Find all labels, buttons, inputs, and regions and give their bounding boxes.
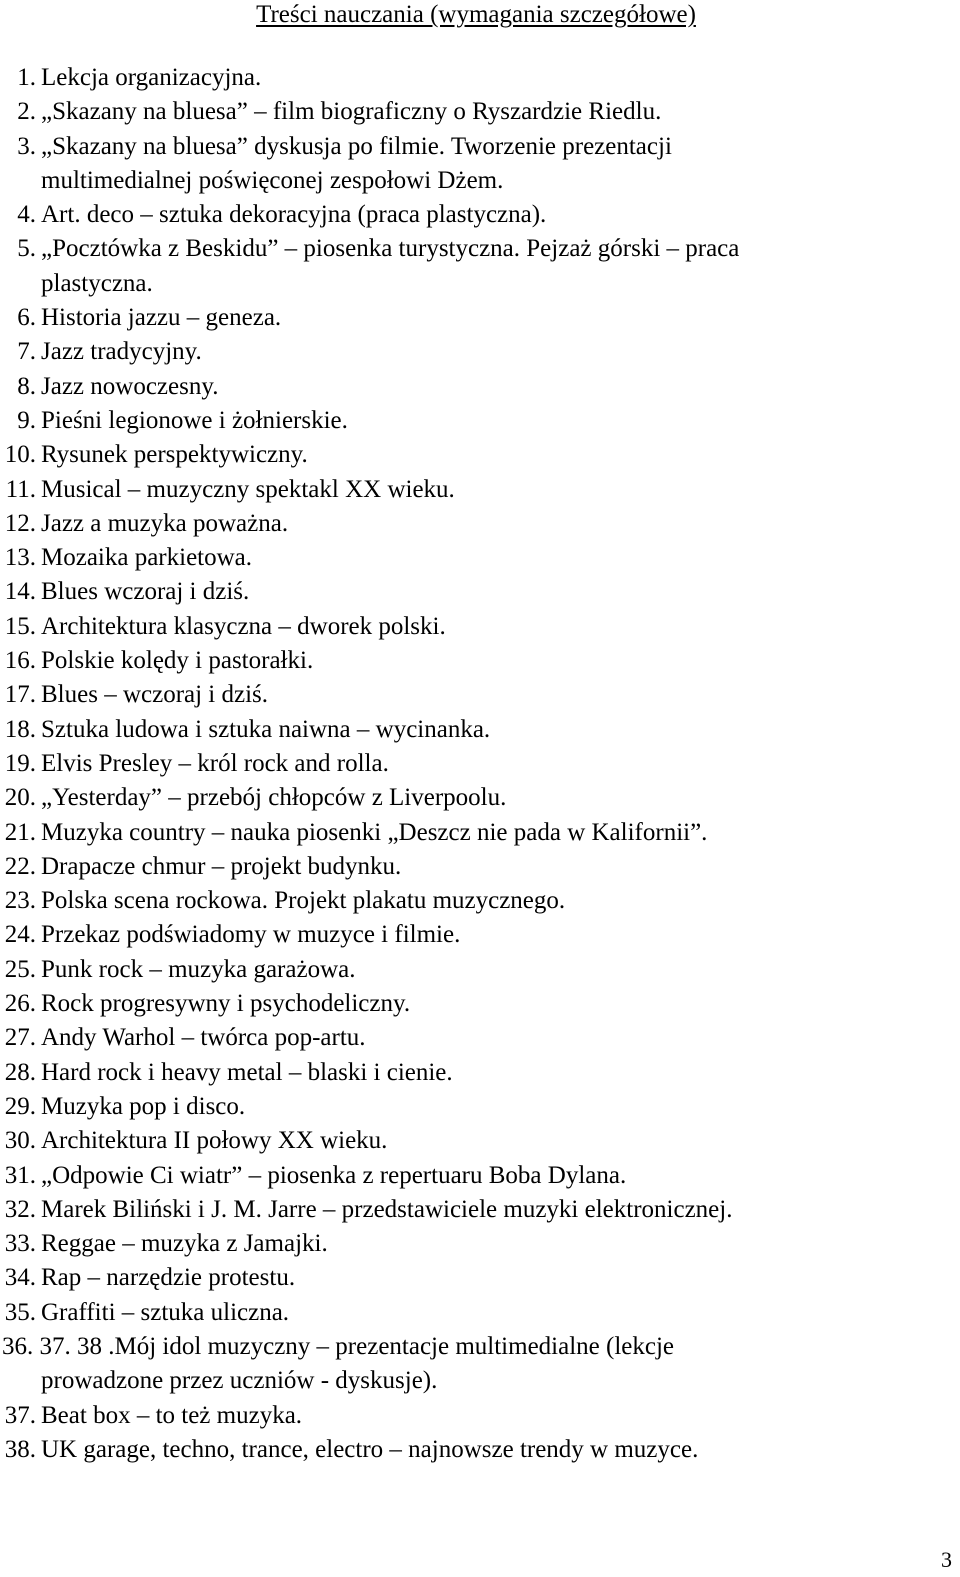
item-text — [36, 987, 940, 1021]
page-title: Treści nauczania (wymagania szczegółowe) — [256, 1, 696, 28]
list-item — [0, 1330, 940, 1399]
item-number: 3. — [17, 132, 36, 160]
list-item — [0, 678, 940, 712]
item-number: 21. — [4, 818, 36, 846]
list-item — [0, 473, 940, 507]
list-item — [0, 747, 940, 781]
item-text-line: Hard rock i heavy metal – blaski i cienie. — [41, 1058, 453, 1086]
item-text — [36, 1056, 940, 1090]
item-number: 31. — [4, 1161, 36, 1189]
content-list — [0, 61, 940, 1467]
item-text — [36, 95, 940, 129]
item-number: 24. — [4, 921, 36, 949]
item-text-line: Architektura II połowy XX wieku. — [41, 1127, 388, 1155]
list-item — [0, 1124, 940, 1158]
list-item — [0, 1296, 940, 1330]
item-text-line: „Pocztówka z Beskidu” – piosenka turystyczna. Pejzaż górski – praca — [41, 235, 740, 263]
item-text-line: Polska scena rockowa. Projekt plakatu muzycznego. — [41, 887, 566, 915]
item-number: 29. — [4, 1092, 36, 1120]
item-text-line: Graffiti – sztuka uliczna. — [41, 1298, 290, 1326]
list-item — [0, 335, 940, 369]
item-text-line: Blues wczoraj i dziś. — [41, 578, 250, 606]
item-number: 35. — [4, 1298, 36, 1326]
item-text — [36, 1124, 940, 1158]
item-number: 10. — [4, 441, 36, 469]
item-text-line: multimedialnej poświęconej zespołowi Dżem. — [41, 166, 504, 194]
item-text-line: „Skazany na bluesa” dyskusja po filmie. Tworzenie prezentacji — [41, 132, 672, 160]
item-text — [36, 1399, 940, 1433]
item-text — [36, 816, 940, 850]
item-number: 18. — [4, 715, 36, 743]
item-text-line: Przekaz podświadomy w muzyce i filmie. — [41, 921, 461, 949]
item-text — [36, 473, 940, 507]
item-number: 33. — [4, 1230, 36, 1258]
list-item — [0, 301, 940, 335]
item-text — [36, 404, 940, 438]
list-item — [0, 61, 940, 95]
item-number: 25. — [4, 955, 36, 983]
item-text-line: Muzyka pop i disco. — [41, 1092, 246, 1120]
list-item — [0, 850, 940, 884]
item-number: 15. — [4, 612, 36, 640]
item-number: 7. — [17, 338, 36, 366]
item-number: 2. — [17, 98, 36, 126]
item-text-line: Rap – narzędzie protestu. — [41, 1264, 296, 1292]
item-text — [36, 61, 940, 95]
item-text-line: Musical – muzyczny spektakl XX wieku. — [41, 475, 455, 503]
item-number: 22. — [4, 852, 36, 880]
item-text-line: Drapacze chmur – projekt budynku. — [41, 852, 402, 880]
item-number: 38. — [4, 1435, 36, 1463]
item-text — [36, 884, 940, 918]
item-text-line: Lekcja organizacyjna. — [41, 64, 262, 91]
list-item — [0, 370, 940, 404]
item-text-line: Reggae – muzyka z Jamajki. — [41, 1230, 328, 1258]
item-text — [36, 781, 940, 815]
item-text — [36, 1159, 940, 1193]
list-item — [0, 541, 940, 575]
item-text-line: Marek Biliński i J. M. Jarre – przedstawiciele muzyki elektronicznej. — [41, 1195, 733, 1223]
item-text — [36, 644, 940, 678]
item-text — [36, 575, 940, 609]
item-number: 27. — [4, 1024, 36, 1052]
item-number: 20. — [4, 784, 36, 812]
item-text — [36, 1296, 940, 1330]
item-number: 1. — [17, 64, 36, 91]
item-text — [36, 1193, 940, 1227]
item-text — [36, 747, 940, 781]
item-text — [36, 232, 940, 301]
item-text — [36, 1021, 940, 1055]
item-text-line: Rock progresywny i psychodeliczny. — [41, 990, 411, 1018]
item-text — [36, 918, 940, 952]
item-text-line: 36. 37. 38 .Mój idol muzyczny – prezentacje multimedialne (lekcje — [2, 1332, 675, 1360]
item-number: 8. — [17, 372, 36, 400]
item-number: 9. — [17, 406, 36, 434]
item-text-line: Jazz nowoczesny. — [41, 372, 219, 400]
item-text-line: Jazz a muzyka poważna. — [41, 509, 289, 537]
item-text — [36, 1090, 940, 1124]
item-text-line: Historia jazzu – geneza. — [41, 304, 282, 332]
item-text-line: Mozaika parkietowa. — [41, 544, 253, 572]
item-number: 32. — [4, 1195, 36, 1223]
list-item — [0, 713, 940, 747]
item-text-line: Punk rock – muzyka garażowa. — [41, 955, 356, 983]
item-text-line: „Odpowie Ci wiatr” – piosenka z repertuaru Boba Dylana. — [41, 1161, 627, 1189]
item-text — [36, 1433, 940, 1467]
list-item — [0, 1056, 940, 1090]
item-text — [36, 130, 940, 199]
list-item — [0, 438, 940, 472]
item-text-line: Rysunek perspektywiczny. — [41, 441, 308, 469]
item-number: 17. — [4, 681, 36, 709]
item-number: 37. — [4, 1401, 36, 1429]
list-item — [0, 610, 940, 644]
item-text-line: Andy Warhol – twórca pop-artu. — [41, 1024, 366, 1052]
list-item — [0, 404, 940, 438]
list-item — [0, 1261, 940, 1295]
item-text-line: „Yesterday” – przebój chłopców z Liverpoolu. — [41, 784, 507, 812]
item-text — [36, 541, 940, 575]
item-number: 11. — [5, 475, 36, 503]
item-text-line: Blues – wczoraj i dziś. — [41, 681, 269, 709]
item-text — [36, 850, 940, 884]
item-text — [0, 1330, 940, 1399]
item-number: 16. — [4, 647, 36, 675]
item-number: 28. — [4, 1058, 36, 1086]
list-item — [0, 198, 940, 232]
list-item — [0, 1227, 940, 1261]
list-item — [0, 95, 940, 129]
list-item — [0, 1193, 940, 1227]
item-number: 19. — [4, 749, 36, 777]
item-text — [36, 713, 940, 747]
item-number: 34. — [4, 1264, 36, 1292]
item-text-line: prowadzone przez uczniów - dyskusje). — [41, 1367, 438, 1395]
item-text-line: Muzyka country – nauka piosenki „Deszcz nie pada w Kalifornii”. — [41, 818, 708, 846]
list-item — [0, 1399, 940, 1433]
item-text — [36, 610, 940, 644]
item-number: 5. — [17, 235, 36, 263]
item-text-line: UK garage, techno, trance, electro – najnowsze trendy w muzyce. — [41, 1435, 699, 1463]
item-number: 26. — [4, 990, 36, 1018]
list-item — [0, 575, 940, 609]
list-item — [0, 130, 940, 199]
item-number: 23. — [4, 887, 36, 915]
item-text — [36, 198, 940, 232]
item-text-line: Architektura klasyczna – dworek polski. — [41, 612, 446, 640]
list-item — [0, 644, 940, 678]
item-text — [36, 370, 940, 404]
list-item — [0, 918, 940, 952]
page-number: 3 — [941, 1547, 952, 1572]
item-number: 6. — [17, 304, 36, 332]
item-number: 4. — [17, 201, 36, 229]
item-text-line: Jazz tradycyjny. — [41, 338, 202, 366]
item-text — [36, 507, 940, 541]
item-text-line: „Skazany na bluesa” – film biograficzny o Ryszardzie Riedlu. — [41, 98, 662, 126]
item-text-line: Beat box – to też muzyka. — [41, 1401, 303, 1429]
item-text-line: Art. deco – sztuka dekoracyjna (praca plastyczna). — [41, 201, 547, 229]
list-item — [0, 884, 940, 918]
list-item — [0, 1159, 940, 1193]
item-text-line: Sztuka ludowa i sztuka naiwna – wycinanka. — [41, 715, 491, 743]
item-number: 12. — [4, 509, 36, 537]
item-text — [36, 438, 940, 472]
item-text-line: Polskie kolędy i pastorałki. — [41, 647, 314, 675]
list-item — [0, 1021, 940, 1055]
item-text-line: Elvis Presley – król rock and rolla. — [41, 749, 389, 777]
item-text-line: Pieśni legionowe i żołnierskie. — [41, 406, 348, 434]
item-number: 14. — [4, 578, 36, 606]
list-item — [0, 816, 940, 850]
list-item — [0, 781, 940, 815]
item-text — [36, 1261, 940, 1295]
list-item — [0, 987, 940, 1021]
list-item — [0, 232, 940, 301]
item-number: 30. — [4, 1127, 36, 1155]
list-item — [0, 1090, 940, 1124]
list-item — [0, 1433, 940, 1467]
list-item — [0, 953, 940, 987]
item-text-line: plastyczna. — [41, 269, 153, 297]
item-text — [36, 335, 940, 369]
item-text — [36, 953, 940, 987]
list-item — [0, 507, 940, 541]
item-text — [36, 1227, 940, 1261]
item-text — [36, 301, 940, 335]
item-text — [36, 678, 940, 712]
item-number: 13. — [4, 544, 36, 572]
